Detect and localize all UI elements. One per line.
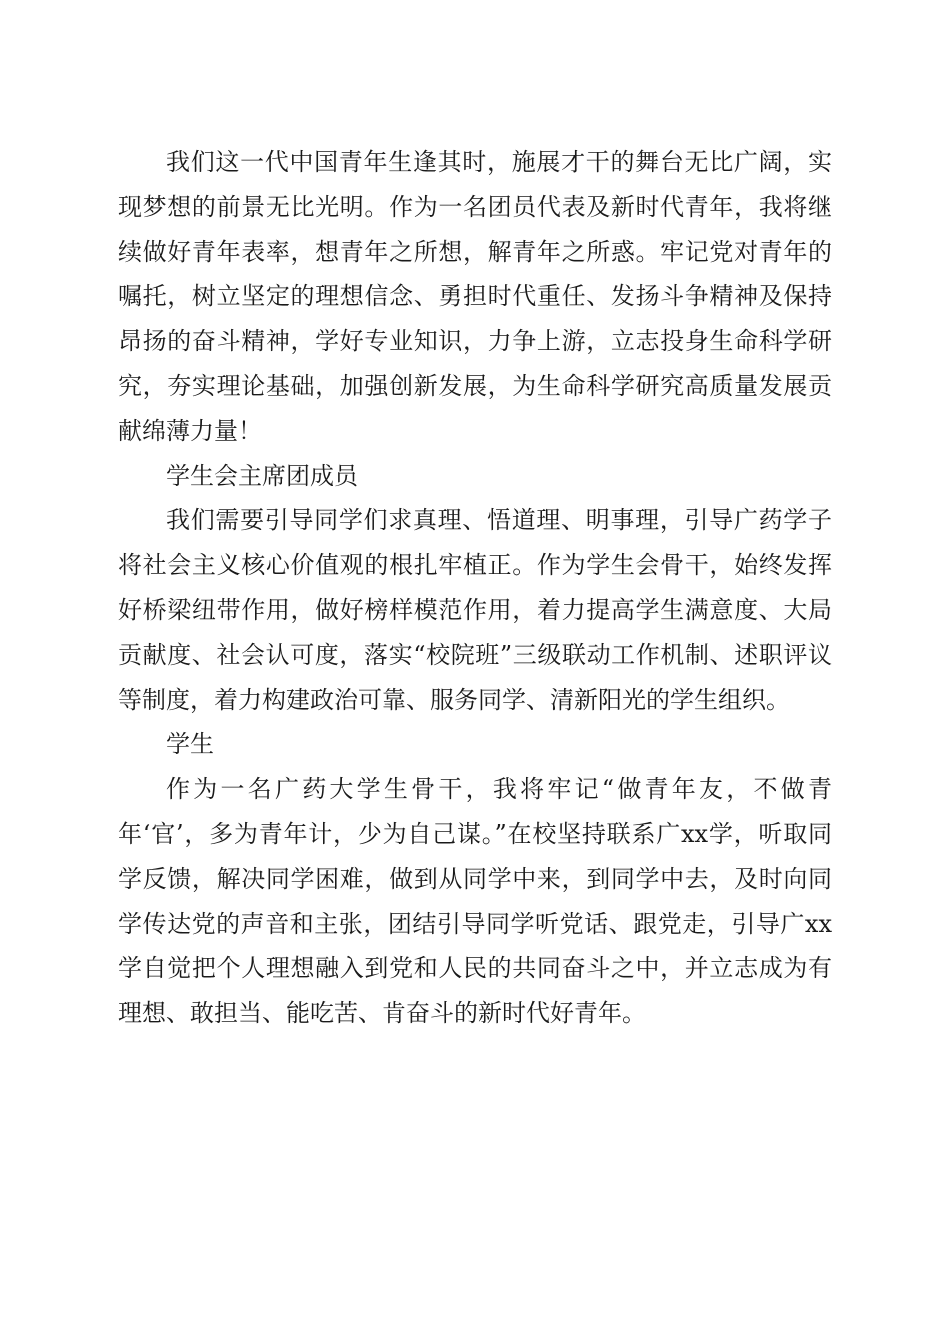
section-heading-student-union: 学生会主席团成员 <box>166 461 358 490</box>
document-body <box>118 140 832 1036</box>
paragraph-student-union: 我们需要引导同学们求真理、悟道理、明事理，引导广药学子将社会主义核心价值观的根扎牢植正。作为学生会骨干，始终发挥好桥梁纽带作用，做好榜样模范作用，着力提高学生满意度、大局贡献度、社会认可度，落实“校院班”三级联动工作机制、述职评议等制度，着力构建政治可靠、服务同学、清新阳光的学生组织。 <box>118 506 832 714</box>
paragraph-student: 作为一名广药大学生骨干，我将牢记“做青年友，不做青年‘官’，多为青年计，少为自己谋。”在校坚持联系广xx学，听取同学反馈，解决同学困难，做到从同学中来，到同学中去，及时向同学传达党的声音和主张，团结引导同学听党话、跟党走，引导广xx学自觉把个人理想融入到党和人民的共同奋斗之中，并立志成为有理想、敢担当、能吃苦、肯奋斗的新时代好青年。 <box>118 775 832 1028</box>
section-heading-student: 学生 <box>166 730 214 759</box>
paragraph-youth-representative: 我们这一代中国青年生逢其时，施展才干的舞台无比广阔，实现梦想的前景无比光明。作为一名团员代表及新时代青年，我将继续做好青年表率，想青年之所想，解青年之所惑。牢记党对青年的嘱托，树立坚定的理想信念、勇担时代重任、发扬斗争精神及保持昂扬的奋斗精神，学好专业知识，力争上游，立志投身生命科学研究，夯实理论基础，加强创新发展，为生命科学研究高质量发展贡献绵薄力量！ <box>118 148 832 445</box>
